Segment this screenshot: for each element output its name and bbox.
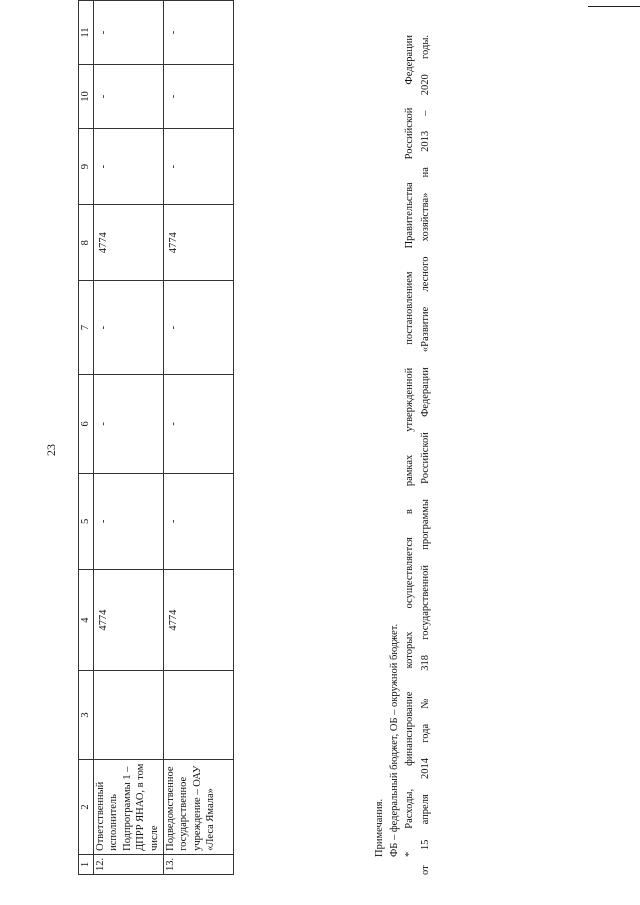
cell-col8: 4774 [164,205,234,281]
cell-col9: - [164,128,234,204]
notes-footnote: * Расходы, финансирование которых осуществляется в рамках утвержденной постановлением Правительства Российской Федерации [404,35,416,857]
header-cell: 3 [79,670,94,759]
header-cell: 4 [79,570,94,671]
header-cell: 5 [79,473,94,570]
table-row [164,1,234,875]
cell-col3 [164,670,234,759]
notes-footnote-cont: от 15 апреля 2014 года № 318 государственной программы Российской Федерации «Развитие лесного хозяйства» на 2013 – 2020 годы. [419,35,431,875]
cell-col8: 4774 [94,205,164,281]
table-row [94,1,164,875]
header-cell: 11 [79,1,94,65]
header-cell: 6 [79,375,94,473]
cell-col10: - [94,65,164,129]
cell-col6: - [94,375,164,473]
cell-col3 [94,670,164,759]
notes-title: Примечания. [374,798,385,857]
row-name: Ответственный исполнитель Подпрограммы 1 – ДПРР ЯНАО, в том числе [94,760,164,855]
cell-col10: - [164,65,234,129]
cell-col5: - [164,473,234,570]
cell-col5: - [94,473,164,570]
cell-col9: - [94,128,164,204]
cell-col7: - [164,281,234,375]
row-name: Подведомственное государственное учреждение – ОАУ «Леса Ямала» [164,760,234,855]
header-cell: 7 [79,281,94,375]
notes-block [372,35,433,875]
cell-col4: 4774 [94,570,164,671]
header-cell: 2 [79,760,94,855]
row-number: 12. [94,854,164,874]
row-number: 13. [164,854,234,874]
cell-col11: - [94,1,164,65]
notes-budget-legend: ФБ – федеральный бюджет, ОБ – окружной бюджет. [389,623,401,857]
header-cell: 9 [79,128,94,204]
page-number: 23 [44,444,58,456]
header-cell: 1 [79,854,94,874]
header-cell: 10 [79,65,94,129]
cell-col6: - [164,375,234,473]
header-cell: 8 [79,205,94,281]
cell-col4: 4774 [164,570,234,671]
budget-table [78,0,234,875]
cell-col11: - [164,1,234,65]
cell-col7: - [94,281,164,375]
table-header-row [79,1,94,875]
